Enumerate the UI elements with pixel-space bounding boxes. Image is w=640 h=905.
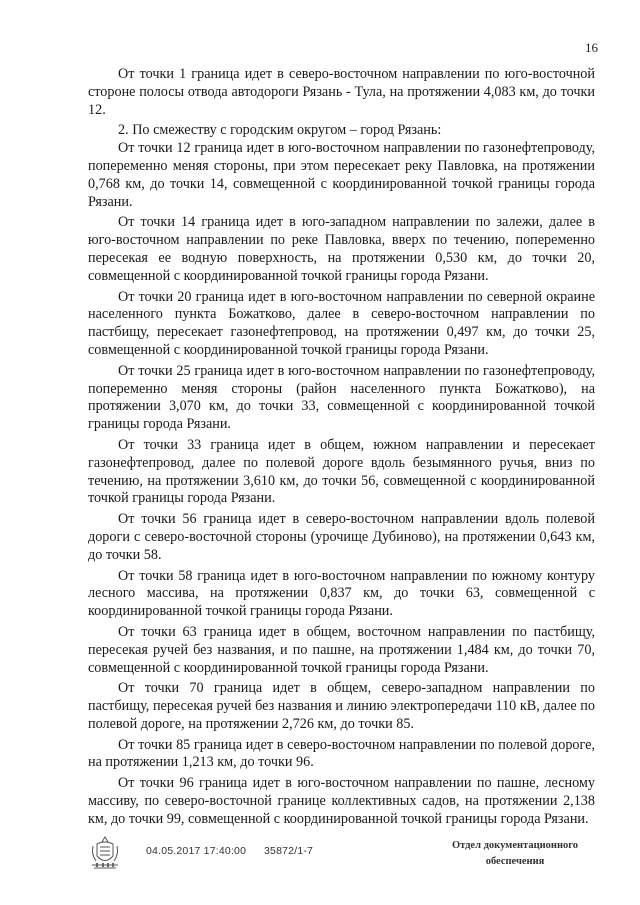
coat-of-arms-seal-icon [88, 834, 122, 870]
paragraph-point-1: От точки 1 граница идет в северо-восточном направлении по юго-восточной стороне полосы отвода автодороги Рязань - Тула, на протяжении 4,083 км, до точки 12. [88, 66, 595, 118]
paragraph-point-96: От точки 96 граница идет в юго-восточном направлении по пашне, лесному массиву, по северо-восточной границе коллективных садов, на протяжении 2,138 км, до точки 99, совмещенной с координированной точкой границы города Рязани. [88, 775, 595, 827]
document-footer [0, 832, 640, 892]
paragraph-point-56: От точки 56 граница идет в северо-восточном направлении вдоль полевой дороги с северо-восточной стороны (урочище Дубиново), на протяжении 0,643 км, до точки 58. [88, 511, 595, 563]
paragraph-point-58: От точки 58 граница идет в юго-восточном направлении по южному контуру лесного массива, на протяжении 0,837 км, до точки 63, совмещенной с координированной точкой границы города Рязани. [88, 567, 595, 620]
department-line-2: обеспечения [485, 856, 545, 867]
stamp-registration-number: 35872/1-7 [264, 845, 314, 857]
stamp-date: 04.05.2017 17:40:00 [146, 845, 247, 857]
paragraph-point-33: От точки 33 граница идет в общем, южном направлении и пересекает газонефтепровод, далее по полевой дороге вдоль безымянного ручья, вниз по течению, на протяжении 3,610 км, до точки 56, совмещенной с координированной точкой границы города Рязани. [88, 436, 595, 507]
page-number: 16 [585, 40, 598, 55]
document-body [88, 66, 595, 832]
paragraph-point-25: От точки 25 граница идет в юго-восточном направлении по газонефтепроводу, попеременно меняя стороны (район населенного пункта Божатково), на протяжении 3,070 км, до точки 33, совмещенной с координированной точкой границы города Рязани. [88, 362, 595, 433]
paragraph-point-63: От точки 63 граница идет в общем, восточном направлении по пастбищу, пересекая ручей без названия, и по пашне, на протяжении 1,484 км, до точки 70, совмещенной с координированной точкой границы города Рязани. [88, 623, 595, 676]
paragraph-point-12: От точки 12 граница идет в юго-восточном направлении по газонефтепроводу, попеременно меняя стороны, при этом пересекает реку Павловка, на протяжении 0,768 км, до точки 14, совмещенной с координированной точкой границы города Рязани. [88, 140, 595, 210]
paragraph-point-85: От точки 85 граница идет в северо-восточном направлении по полевой дороге, на протяжении 1,213 км, до точки 96. [88, 736, 595, 771]
paragraph-point-14: От точки 14 граница идет в юго-западном направлении по залежи, далее в юго-восточном направлении по реке Павловка, вверх по течению, попеременно пересекая ее водную поверхность, на протяжении 0,530 км, до точки 20, совмещенной с координированной точкой границы города Рязани. [88, 214, 595, 284]
paragraph-point-20: От точки 20 граница идет в юго-восточном направлении по северной окраине населенного пункта Божатково, далее в северо-восточном направлении по пастбищу, пересекает газонефтепровод, на протяжении 0,497 км, до точки 25, совмещенной с координированной точкой границы города Рязани. [88, 288, 595, 358]
department-stamp [430, 838, 600, 870]
paragraph-point-70: От точки 70 граница идет в общем, северо-западном направлении по пастбищу, пересекая ручей без названия и линию электропередачи 110 кВ, далее по полевой дороге, на протяжении 2,726 км, до точки 85. [88, 680, 595, 732]
section-heading-ryazan: 2. По смежеству с городским округом – город Рязань: [118, 122, 442, 139]
department-line-1: Отдел документационного [451, 840, 579, 851]
